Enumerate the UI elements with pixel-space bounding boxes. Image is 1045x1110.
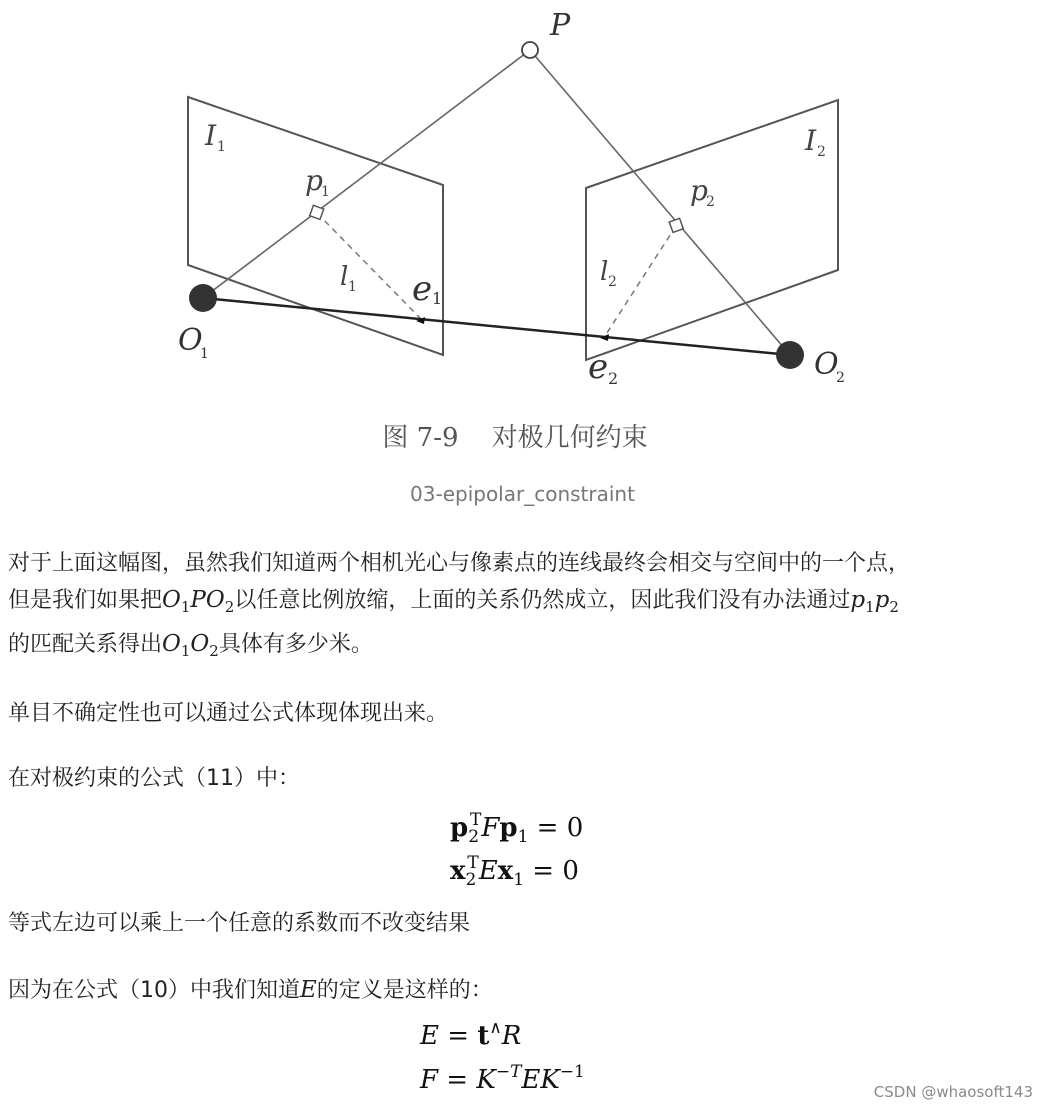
label-P: P [550,8,571,43]
figure-caption: 图 7-9 对极几何约束 [382,423,648,453]
epipolar-line-l1 [317,213,420,318]
label-p2: p [690,174,708,207]
equation-essential: $x_2^TEx_1 = 0$ [450,853,579,890]
watermark: CSDN @whaosoft143 [873,1083,1033,1101]
label-O2: O [814,347,839,382]
equation-fundamental: $p_2^TFp_1 = 0$ [450,810,584,847]
image-plane-2 [586,100,838,360]
equation-E-definition: E = t∧R [420,1018,522,1051]
label-p2-sub: 2 [706,194,715,210]
epipolar-diagram [0,0,1045,470]
label-e1-sub: 1 [432,289,443,308]
camera-center-O2 [776,341,804,369]
equation-F-definition: $F = K^{-T}EK^{-1}$ [420,1062,585,1095]
label-O1: O [178,323,203,358]
world-point-P [522,42,538,58]
label-l1-sub: 1 [348,279,357,295]
paragraph-monocular: 单目不确定性也可以通过公式体现体现出来。 [8,701,449,726]
ray-O2-P [530,50,790,355]
label-I2-sub: 2 [817,144,826,160]
label-I1: I [205,119,217,152]
paragraph-definition: 因为在公式（10）中我们知道E的定义是这样的： [8,977,493,1003]
baseline-O1-O2 [203,298,790,355]
image-plane-1 [188,97,443,355]
epipole-e2-marker [600,334,609,341]
label-l2: l [600,257,609,287]
label-l1: l [340,262,349,292]
label-O1-sub: 1 [200,346,209,362]
image-caption: 03-epipolar_constraint [410,482,635,506]
image-point-p2 [669,218,683,232]
label-e2-sub: 2 [608,369,619,388]
paragraph-formula-intro: 在对极约束的公式（11）中： [8,766,300,791]
paragraph-coefficient: 等式左边可以乘上一个任意的系数而不改变结果 [8,911,471,936]
paragraph-scale-ambiguity: 对于上面这幅图，虽然我们知道两个相机光心与像素点的连线最终会相交与空间中的一个点， 但是我们如果把$O_1PO_2$以任意比例放缩，上面的关系仍然成立，因此我们没有办法通过$p_1p_2$ 的匹配关系得出$O_1O_2$具体有多少米。 [8,551,911,660]
label-I1-sub: 1 [217,139,226,155]
label-O2-sub: 2 [836,370,845,386]
ray-O1-P [203,50,530,298]
label-p1: p [305,164,323,197]
label-e2: e [588,347,609,387]
label-p1-sub: 1 [321,184,330,200]
label-I2: I [805,124,817,157]
label-e1: e [412,269,433,309]
label-l2-sub: 2 [608,274,617,290]
camera-center-O1 [189,284,217,312]
